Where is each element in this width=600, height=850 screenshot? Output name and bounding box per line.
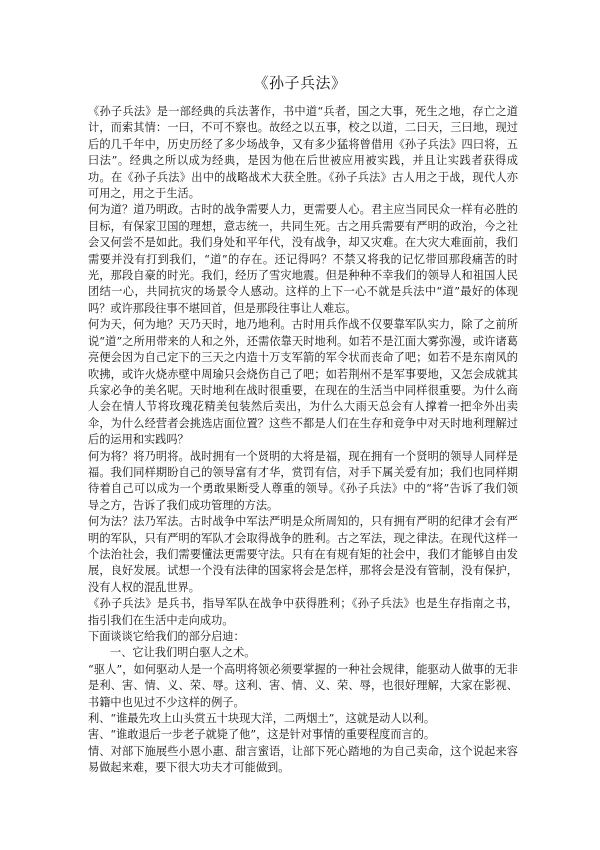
document-title: 《孙子兵法》 [253, 74, 347, 92]
section-heading: 一、它让我们明白驱人之术。 [110, 646, 256, 660]
paragraph: 下面谈谈它给我们的部分启迪： [88, 630, 245, 643]
paragraph: “驱人”，如何驱动人是一个高明将领必须要掌握的一种社会规律，能驱动人做事的无非是利、害、情、义、荣、辱。这利、害、情、义、荣、辱，也很好理解，大家在影视、书籍中也见过不少这样的例子。 [88, 662, 518, 709]
document-body [88, 104, 518, 777]
paragraph: 何为天，何为地？天乃天时，地乃地利。古时用兵作战不仅要靠军队实力，除了之前所说“道”之所用带来的人和之外，还需依靠天时地利。如若不是江面大雾弥漫，或许诸葛亮便会因为自己定下的三天之内造十万支军箭的军令状而丧命了吧；如若不是东南风的吹拂，或许火烧赤壁中周瑜只会烧伤自己了吧；如若荆州不是军事要地，又怎会成就其兵家必争的美名呢。天时地利在战时很重要，在现在的生活当中同样很重要。为什么商人会在情人节将玫瑰花精美包装然后卖出，为什么大雨天总会有人撑着一把伞外出卖伞，为什么经营者会挑选店面位置？这些不都是人们在生存和竞争中对天时地利理解过后的运用和实践吗？ [88, 318, 518, 447]
paragraph: 情、对部下施展些小恩小惠、甜言蜜语，让部下死心踏地的为自己卖命，这个说起来容易做起来难，要下很大功夫才可能做到。 [88, 744, 518, 775]
paragraph: 何为道？道乃明政。古时的战争需要人力，更需要人心。君主应当同民众一样有必胜的目标，有保家卫国的理想，意志统一，共同生死。古之用兵需要有严明的政治，今之社会又何尝不是如此。我们身处和平年代，没有战争，却又灾难。在大灾大难面前，我们需要并没有打到我们，“道”的存在。还记得吗？不禁又将我的记忆带回那段痛苦的时光，那段自豪的时光。我们，经历了雪灾地震。但是种种不幸我们的领导人和祖国人民团结一心，共同抗灾的场景令人感动。这样的上下一心不就是兵法中“道”最好的体现吗？或许那段往事不堪回首，但是那段往事让人难忘。 [88, 203, 518, 315]
paragraph: 何为将？将乃明将。战时拥有一个贤明的大将是福，现在拥有一个贤明的领导人同样是福。我们同样期盼自己的领导富有才华，赏罚有信，对手下属关爱有加；我们也同样期待着自己可以成为一个勇敢果断受人尊重的领导。《孙子兵法》中的“将”告诉了我们领导之方，告诉了我们成功管理的方法。 [88, 449, 518, 512]
paragraph: 利、“谁最先攻上山头赏五十块现大洋，二两烟土”，这就是动人以利。 [88, 712, 436, 726]
paragraph: 害、“谁敢退后一步老子就毙了他”，这是针对事情的重要程度而言的。 [88, 728, 436, 742]
paragraph: 《孙子兵法》是兵书，指导军队在战争中获得胜利；《孙子兵法》也是生存指南之书，指引我们在生活中走向成功。 [88, 597, 518, 627]
paragraph: 《孙子兵法》是一部经典的兵法著作，书中道“兵者，国之大事，死生之地，存亡之道计，而索其情：一曰，不可不察也。故经之以五事，校之以道，二曰天，三曰地，现过后的几千年中，历史历经了多少场战争，又有多少猛将曾借用《孙子兵法》四曰将，五曰法”。经典之所以成为经典，是因为他在后世被应用被实践，并且让实践者获得成功。在《孙子兵法》出中的战略战术大获全胜。《孙子兵法》古人用之于战，现代人亦可用之，用之于生活。 [88, 105, 518, 201]
paragraph: 何为法？法乃军法。古时战争中军法严明是众所周知的，只有拥有严明的纪律才会有严明的军队，只有严明的军队才会取得战争的胜利。古之军法，现之律法。在现代这样一个法治社会，我们需要懂法更需要守法。只有在有规有矩的社会中，我们才能够自由发展，良好发展。试想一个没有法律的国家将会是怎样，那将会是没有管制，没有保护，没有人权的混乱世界。 [88, 515, 518, 594]
